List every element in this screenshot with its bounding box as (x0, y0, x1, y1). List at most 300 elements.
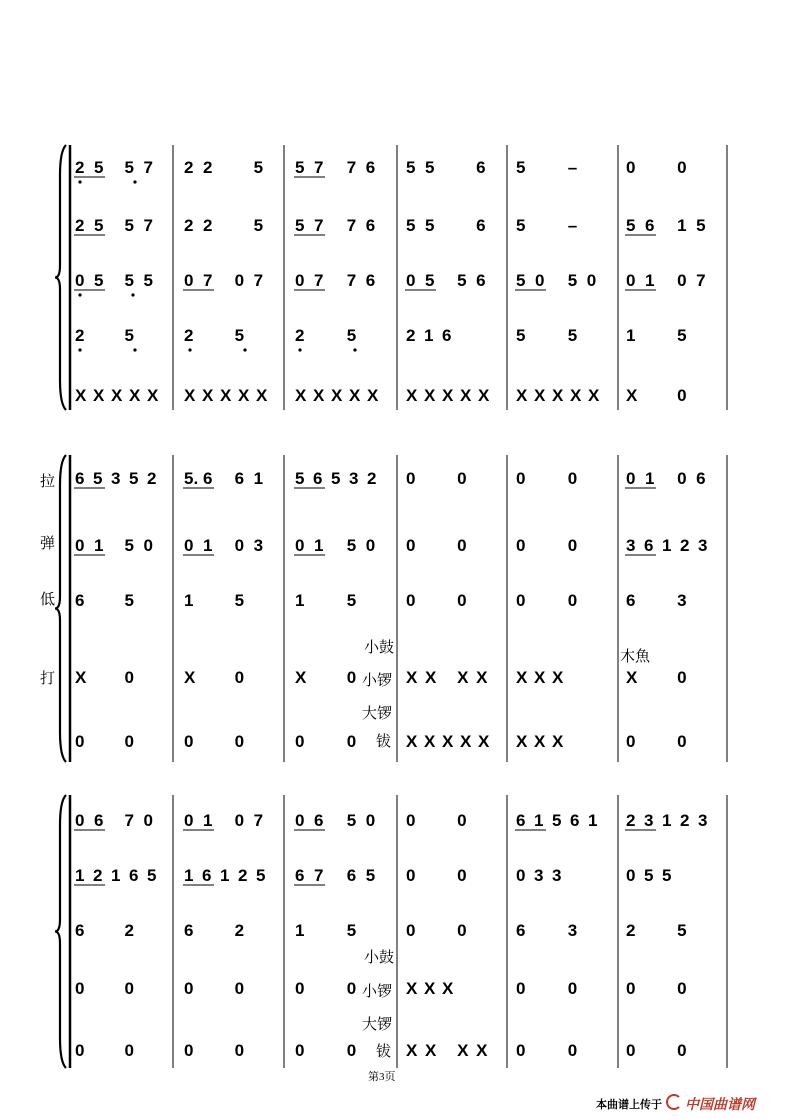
score-note: 0 (567, 1041, 578, 1060)
percussion-label: 钹 (376, 734, 392, 750)
score-note: 0 (346, 1041, 357, 1060)
percussion-label: 大锣 (362, 706, 393, 722)
score-note: 0 (457, 866, 467, 885)
score-note: 5 (346, 536, 357, 555)
score-note: 0 (626, 158, 636, 177)
score-note: 0 (516, 469, 526, 488)
score-note: 6 (129, 866, 139, 885)
score-note: 0 (677, 979, 687, 998)
score-note: 0 (75, 1041, 85, 1060)
score-note: 5 (567, 326, 578, 345)
score-note: 1 (534, 811, 544, 830)
score-note: 2 (75, 158, 85, 177)
score-note: 7 (314, 216, 324, 235)
score-note: 0 (295, 811, 305, 830)
score-note: 5 (147, 866, 157, 885)
score-note: 7 (314, 866, 324, 885)
score-note: X (552, 732, 564, 751)
score-note: X (442, 979, 454, 998)
score-note: 5 (677, 921, 687, 940)
score-note: 0 (516, 536, 526, 555)
score-note: 0 (677, 1041, 687, 1060)
score-note: 5 (124, 536, 134, 555)
score-note: X (313, 386, 325, 405)
score-note: X (75, 668, 87, 687)
score-note: 1 (203, 536, 213, 555)
score-note: 6 (365, 216, 376, 235)
score-note: 0 (234, 271, 245, 290)
score-note: 0 (406, 271, 416, 290)
score-note: 5 (425, 271, 435, 290)
score-note: 0 (567, 469, 578, 488)
score-note: 5 (516, 158, 526, 177)
score-note: X (457, 668, 469, 687)
octave-dot (243, 348, 246, 351)
score-note: 1 (662, 811, 672, 830)
score-note: 0 (295, 1041, 305, 1060)
score-note: 0 (626, 979, 636, 998)
score-note: 0 (516, 979, 526, 998)
score-note: 1 (662, 536, 672, 555)
score-note: X (406, 979, 418, 998)
instrument-label: 打 (40, 671, 56, 687)
score-note: X (202, 386, 214, 405)
score-note: 0 (234, 811, 245, 830)
score-note: 5 (346, 326, 357, 345)
score-note: 0 (346, 979, 357, 998)
score-note: 2 (234, 921, 245, 940)
score-note: 1 (184, 591, 194, 610)
score-note: 5 (696, 216, 706, 235)
score-note: 2 (124, 921, 134, 940)
score-note: 1 (295, 921, 305, 940)
score-note: 5 (94, 216, 104, 235)
score-note: 6 (442, 326, 452, 345)
score-note: X (460, 386, 472, 405)
score-note: 0 (184, 271, 194, 290)
score-note: 0 (516, 591, 526, 610)
score-note: X (238, 386, 250, 405)
score-note: 7 (143, 158, 153, 177)
octave-dot (78, 180, 81, 183)
score-note: 0 (295, 536, 305, 555)
score-note: 7 (253, 271, 264, 290)
score-note: 0 (567, 536, 578, 555)
score-note: 5 (346, 811, 357, 830)
score-note: X (626, 668, 638, 687)
score-note: 1 (75, 866, 85, 885)
score-note: 5 (234, 591, 245, 610)
score-note: 2 (238, 866, 248, 885)
score-note: 0 (626, 1041, 636, 1060)
score-note: X (534, 386, 546, 405)
score-note: 5 (124, 591, 134, 610)
score-note: 0 (677, 469, 687, 488)
score-note: X (295, 668, 307, 687)
score-note: 2 (203, 216, 213, 235)
score-note: 0 (143, 811, 153, 830)
score-note: 7 (143, 216, 153, 235)
instrument-label: 低 (40, 592, 56, 608)
score-note: 0 (124, 732, 134, 751)
score-note: 2 (295, 326, 305, 345)
instrument-label: 拉 (40, 474, 56, 490)
score-note: 0 (535, 271, 545, 290)
score-note: 3 (534, 866, 544, 885)
score-note: 5 (677, 326, 687, 345)
score-note: 2 (406, 326, 416, 345)
score-note: X (457, 1041, 469, 1060)
score-note: 7 (203, 271, 213, 290)
score-note: – (567, 158, 578, 177)
score-note: 0 (234, 668, 245, 687)
score-note: 2 (184, 158, 194, 177)
score-note: 6 (202, 866, 212, 885)
system-brace (55, 455, 66, 762)
score-note: 0 (346, 668, 357, 687)
score-note: 0 (75, 536, 85, 555)
score-note: 5 (94, 271, 104, 290)
score-note: 6 (365, 271, 376, 290)
score-note: 5 (516, 326, 526, 345)
score-note: X (75, 386, 87, 405)
octave-dot (298, 348, 301, 351)
score-note: X (476, 668, 488, 687)
score-note: X (424, 386, 436, 405)
octave-dot (78, 293, 81, 296)
score-note: 5 (256, 866, 266, 885)
score-note: 0 (184, 979, 194, 998)
score-note: 6 (234, 469, 245, 488)
score-note: 0 (586, 271, 597, 290)
percussion-label: 大锣 (362, 1017, 393, 1033)
score-note: 0 (124, 668, 134, 687)
score-note: X (406, 386, 418, 405)
score-note: X (516, 668, 528, 687)
score-note: X (476, 1041, 488, 1060)
score-note: 0 (295, 979, 305, 998)
score-note: X (424, 732, 436, 751)
score-note: 7 (314, 158, 324, 177)
instrument-label: 弹 (40, 536, 56, 552)
score-note: 3 (644, 811, 654, 830)
site-logo-icon (666, 1094, 682, 1110)
score-note: 5 (129, 469, 139, 488)
octave-dot (131, 293, 134, 296)
score-note: X (111, 386, 123, 405)
score-note: 0 (184, 811, 194, 830)
score-note: 5 (124, 271, 134, 290)
score-note: 1 (645, 271, 655, 290)
score-note: 3 (111, 469, 121, 488)
score-note: 0 (234, 979, 245, 998)
score-note: 0 (677, 386, 687, 405)
score-note: 6 (516, 921, 526, 940)
score-note: 6 (75, 921, 85, 940)
score-note: 6 (295, 866, 305, 885)
score-note: 5 (644, 866, 654, 885)
score-note: 2 (147, 469, 157, 488)
score-note: 0 (295, 732, 305, 751)
percussion-label: 小鼓 (364, 640, 395, 656)
score-note: 0 (677, 668, 687, 687)
score-note: 3 (698, 811, 708, 830)
score-note: 0 (75, 979, 85, 998)
score-note: 1 (220, 866, 230, 885)
score-note: 0 (457, 921, 467, 940)
score-note: X (570, 386, 582, 405)
page-number: 第3页 (368, 1071, 396, 1083)
octave-dot (133, 348, 136, 351)
score-note: 2 (626, 921, 636, 940)
score-note: 2 (680, 811, 690, 830)
score-note: 0 (234, 1041, 245, 1060)
score-note: 3 (349, 469, 359, 488)
score-note: 3 (552, 866, 562, 885)
score-note: 7 (696, 271, 706, 290)
percussion-label: 小鼓 (364, 950, 395, 966)
score-note: 5 (365, 866, 376, 885)
score-note: X (425, 1041, 437, 1060)
score-note: 5 (295, 469, 305, 488)
octave-dot (133, 180, 136, 183)
score-note: 5 (124, 326, 134, 345)
system-brace (55, 795, 66, 1068)
score-note: X (552, 668, 564, 687)
score-note: 5 (143, 271, 153, 290)
score-note: 6 (476, 271, 486, 290)
score-note: X (516, 386, 528, 405)
score-note: 2 (626, 811, 636, 830)
score-note: 5 (626, 216, 636, 235)
system-1 (55, 145, 727, 410)
score-note: 5 (253, 216, 264, 235)
score-note: 1 (677, 216, 687, 235)
score-note: 0 (406, 591, 416, 610)
score-note: 0 (457, 469, 467, 488)
score-note: X (516, 732, 528, 751)
score-note: 7 (314, 271, 324, 290)
score-note: 6 (570, 811, 580, 830)
score-note: X (425, 668, 437, 687)
score-note: 0 (75, 811, 85, 830)
score-note: 0 (677, 158, 687, 177)
score-note: X (349, 386, 361, 405)
score-note: X (147, 386, 159, 405)
score-note: X (442, 386, 454, 405)
score-note: 7 (346, 216, 357, 235)
octave-dot (78, 348, 81, 351)
score-note: 0 (75, 271, 85, 290)
score-note: 5 (425, 216, 435, 235)
score-note: 1 (203, 811, 213, 830)
score-note: 0 (516, 1041, 526, 1060)
score-note: 5 (406, 158, 416, 177)
score-note: 5 (346, 591, 357, 610)
score-note: 0 (346, 732, 357, 751)
system-brace (55, 145, 66, 410)
score-note: 0 (406, 536, 416, 555)
score-note: 0 (184, 732, 194, 751)
score-note: 0 (406, 866, 416, 885)
score-note: X (184, 668, 196, 687)
score-note: 0 (184, 536, 194, 555)
score-note: 7 (124, 811, 134, 830)
score-note: 0 (365, 811, 376, 830)
score-note: X (460, 732, 472, 751)
score-note: 5 (234, 326, 245, 345)
score-note: X (93, 386, 105, 405)
score-note: 5 (516, 216, 526, 235)
score-note: 2 (680, 536, 690, 555)
score-note: 2 (184, 326, 194, 345)
score-note: X (331, 386, 343, 405)
score-note: 3 (253, 536, 264, 555)
score-note: 1 (295, 591, 305, 610)
score-note: 0 (234, 732, 245, 751)
site-logo-name: 中国曲谱网 (685, 1096, 755, 1112)
score-note: 6 (645, 216, 655, 235)
score-note: 0 (406, 811, 416, 830)
score-note: 5 (124, 216, 134, 235)
score-note: 6 (476, 216, 486, 235)
score-note: X (478, 732, 490, 751)
score-note: 0 (143, 536, 153, 555)
score-note: 0 (124, 979, 134, 998)
percussion-label: 木魚 (620, 649, 651, 665)
score-note: 7 (253, 811, 264, 830)
score-note: 6 (626, 591, 636, 610)
score-note: 5 (516, 271, 526, 290)
score-note: 5 (662, 866, 672, 885)
score-note: 0 (626, 469, 636, 488)
score-note: 2 (184, 216, 194, 235)
score-note: 1 (94, 536, 104, 555)
score-note: 2 (75, 326, 85, 345)
score-note: X (184, 386, 196, 405)
score-note: 5 (295, 158, 305, 177)
upload-notice (596, 1094, 755, 1114)
score-note: 1 (184, 866, 194, 885)
score-note: X (406, 1041, 418, 1060)
score-note: 6 (75, 591, 85, 610)
score-note: 6 (94, 811, 104, 830)
score-note: 3 (698, 536, 708, 555)
score-note: X (406, 732, 418, 751)
percussion-label: 小锣 (362, 984, 393, 1000)
score-note: 7 (346, 271, 357, 290)
score-note: 0 (567, 979, 578, 998)
score-note: 1 (111, 866, 121, 885)
score-note: 6 (203, 469, 213, 488)
score-note: 0 (457, 591, 467, 610)
percussion-label: 钹 (376, 1044, 392, 1060)
score-note: 0 (626, 866, 636, 885)
score-note: 6 (314, 811, 324, 830)
score-note: 0 (567, 591, 578, 610)
score-note: 0 (124, 1041, 134, 1060)
score-note: 3 (677, 591, 687, 610)
score-note: 1 (645, 469, 655, 488)
score-note: 2 (203, 158, 213, 177)
score-note: 0 (184, 1041, 194, 1060)
score-note: 6 (184, 921, 194, 940)
score-note: – (567, 216, 578, 235)
score-note: 6 (696, 469, 706, 488)
score-note: 5 (552, 811, 562, 830)
score-note: X (626, 386, 638, 405)
score-note: X (552, 386, 564, 405)
score-note: 0 (677, 732, 687, 751)
score-note: 1 (314, 536, 324, 555)
score-note: 5 (295, 216, 305, 235)
score-note: 5 (406, 216, 416, 235)
score-note: 6 (516, 811, 526, 830)
score-note: 1 (588, 811, 598, 830)
score-note: 5 (93, 469, 103, 488)
score-note: X (534, 732, 546, 751)
score-note: X (588, 386, 600, 405)
score-note: 0 (295, 271, 305, 290)
score-note: X (478, 386, 490, 405)
score-note: 0 (234, 536, 245, 555)
score-note: 7 (346, 158, 357, 177)
score-note: 1 (253, 469, 264, 488)
octave-dot (188, 348, 191, 351)
score-note: 0 (365, 536, 376, 555)
score-note: 0 (406, 921, 416, 940)
score-note: X (442, 732, 454, 751)
score-note: 6 (644, 536, 654, 555)
score-note: 0 (626, 271, 636, 290)
score-note: 5 (331, 469, 341, 488)
score-note: 5 (94, 158, 104, 177)
score-note: 5 (425, 158, 435, 177)
score-note: 5 (346, 921, 357, 940)
percussion-label: 小锣 (362, 673, 393, 689)
score-note: 6 (476, 158, 486, 177)
score-note: X (220, 386, 232, 405)
score-note: 6 (75, 469, 85, 488)
score-note: 0 (626, 732, 636, 751)
score-note: 0 (516, 866, 526, 885)
score-note: 3 (567, 921, 578, 940)
score-note: 0 (677, 271, 687, 290)
score-note: X (367, 386, 379, 405)
upload-notice-text: 本曲谱上传于 (596, 1099, 662, 1111)
score-note: 0 (457, 536, 467, 555)
score-note: X (129, 386, 141, 405)
site-logo (666, 1094, 755, 1114)
score-note: 6 (313, 469, 323, 488)
score-note: 0 (457, 811, 467, 830)
score-note: 0 (406, 469, 416, 488)
score-note: 2 (93, 866, 103, 885)
score-note: 1 (626, 326, 636, 345)
score-note: X (424, 979, 436, 998)
score-note: X (406, 668, 418, 687)
score-note: 6 (346, 866, 357, 885)
score-note: 2 (367, 469, 377, 488)
score-note: 0 (75, 732, 85, 751)
score-note: X (534, 668, 546, 687)
score-note: 6 (365, 158, 376, 177)
score-note: 3 (626, 536, 636, 555)
score-note: X (295, 386, 307, 405)
score-note: 2 (75, 216, 85, 235)
score-note: 5 (253, 158, 264, 177)
score-note: 5 (124, 158, 134, 177)
